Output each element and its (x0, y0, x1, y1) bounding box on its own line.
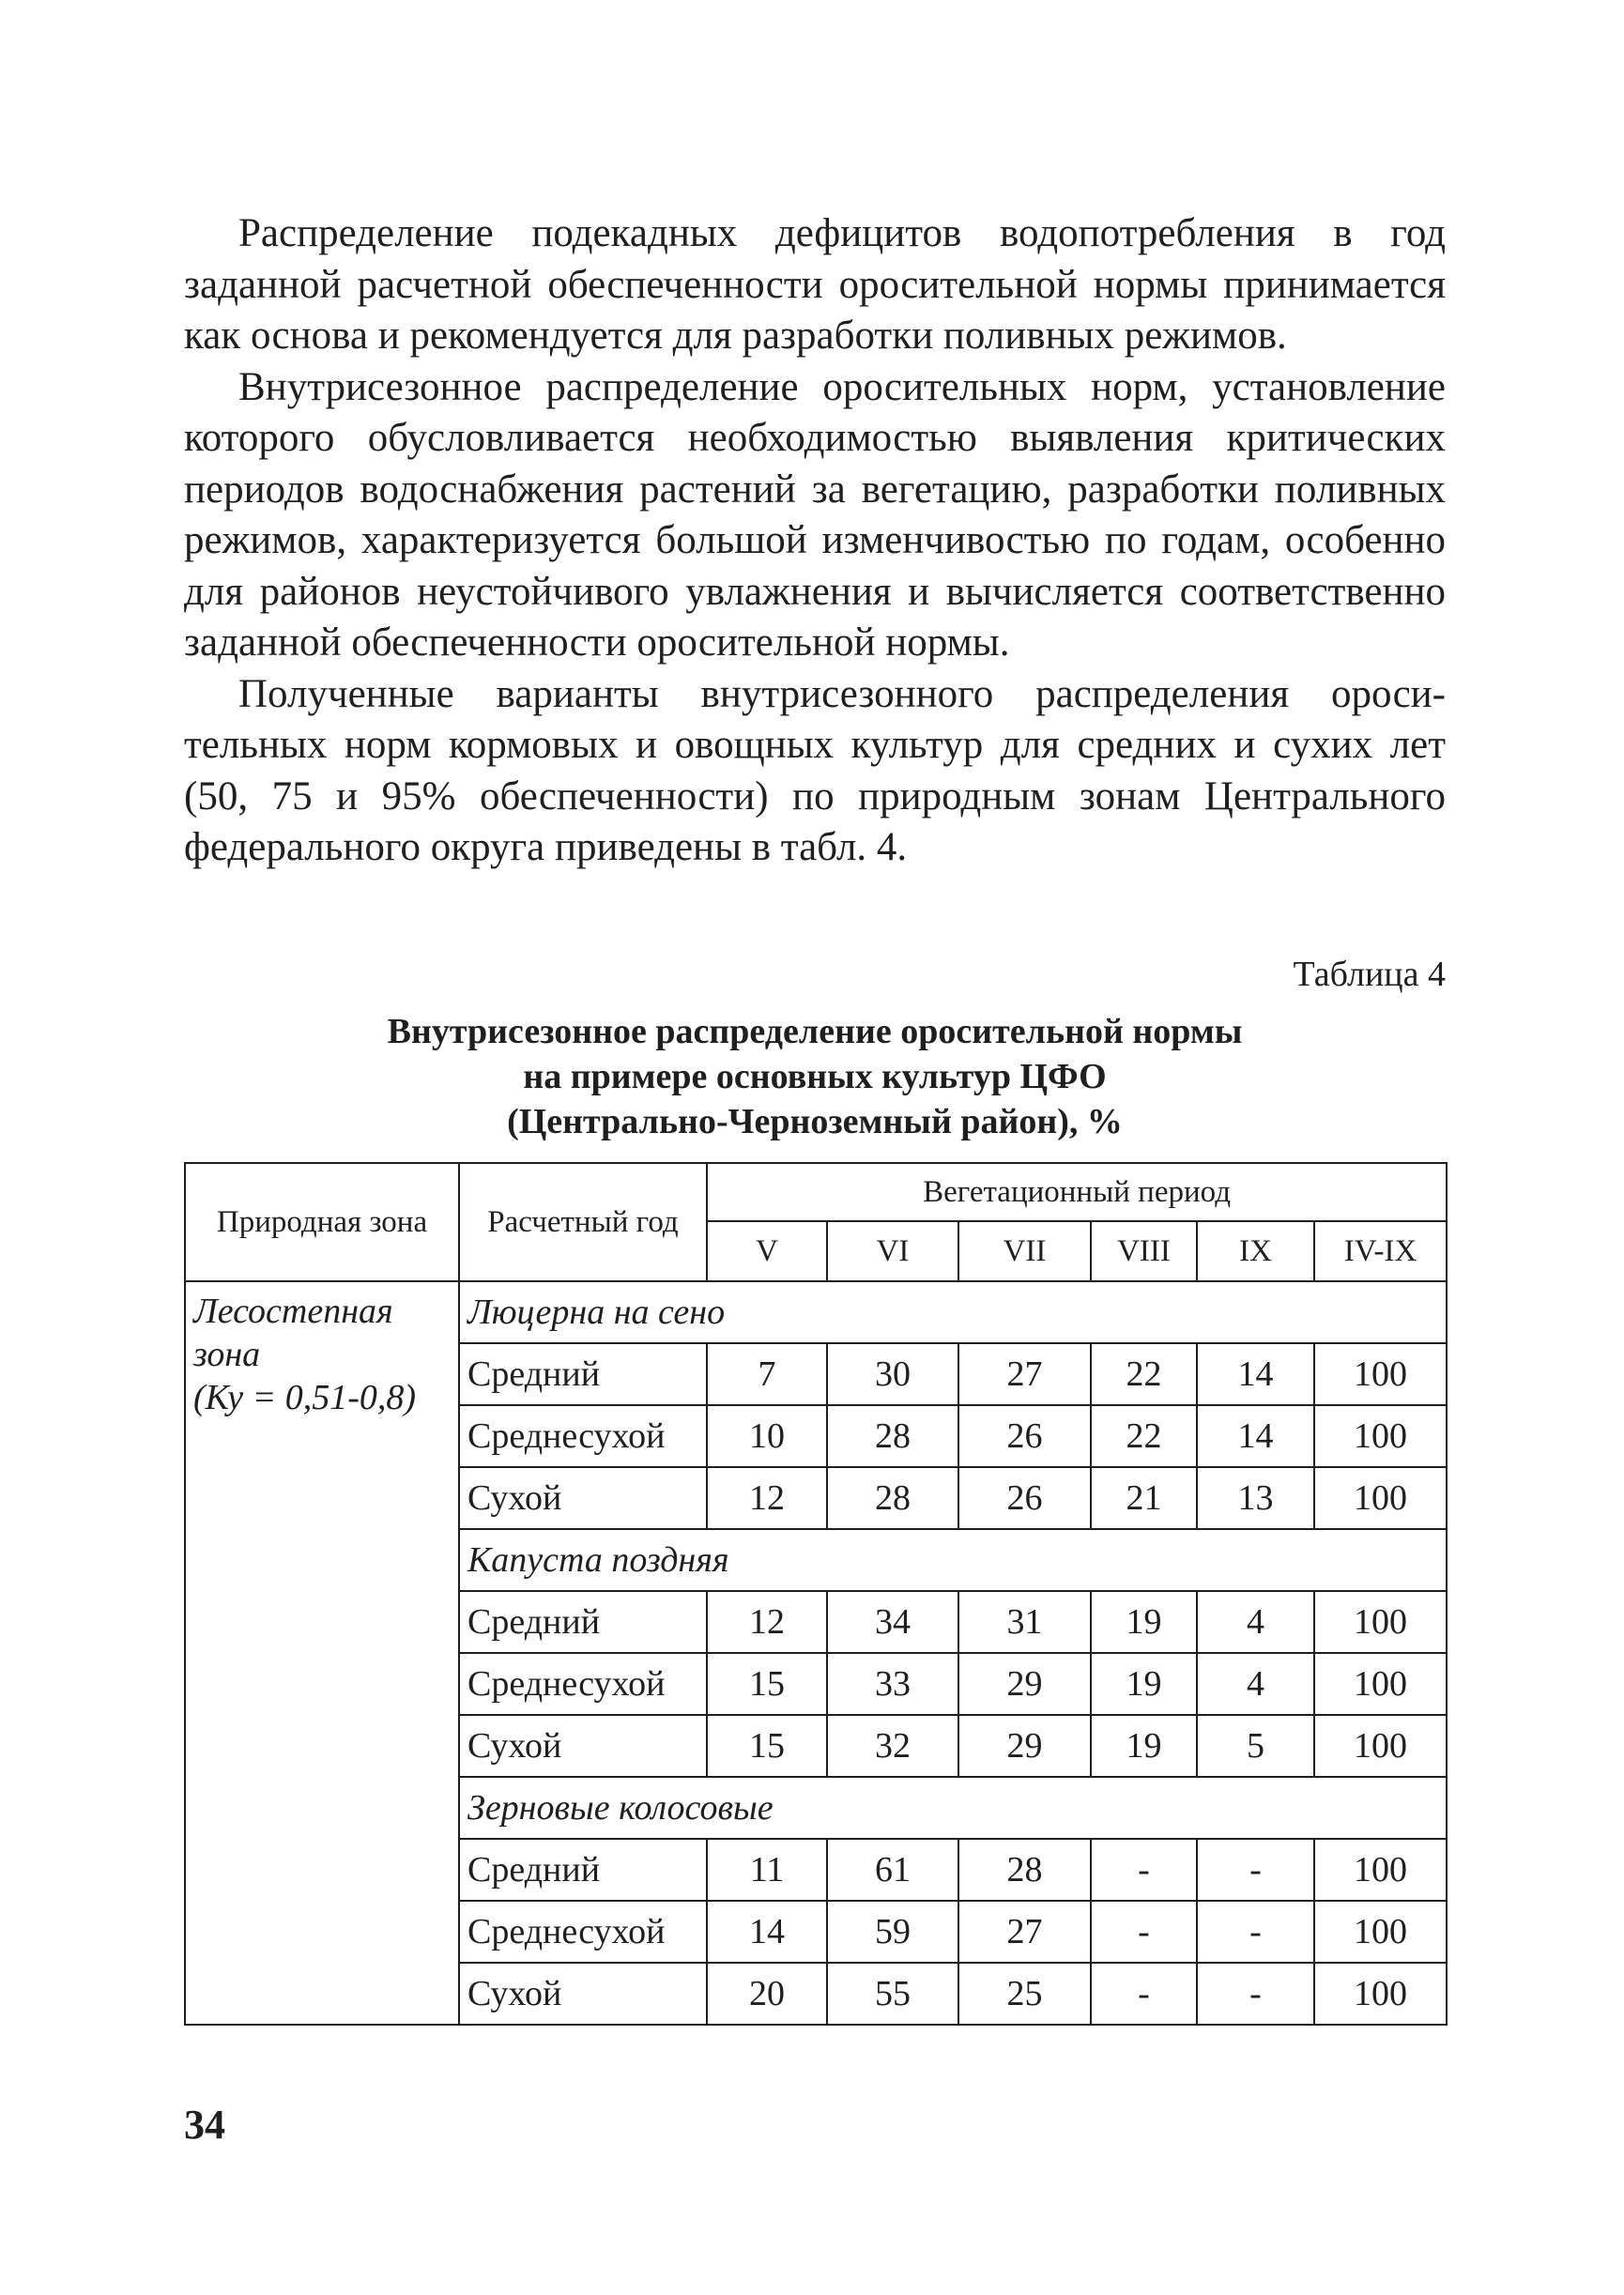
value-cell: 100 (1314, 1405, 1447, 1467)
value-cell: 19 (1091, 1653, 1197, 1715)
value-cell: 12 (707, 1591, 827, 1653)
body-text (184, 208, 1446, 874)
value-cell: 28 (827, 1405, 958, 1467)
value-cell: 22 (1091, 1343, 1197, 1405)
crop-row (185, 1281, 1447, 1343)
value-cell: 26 (958, 1467, 1091, 1529)
value-cell: 100 (1314, 1343, 1447, 1405)
header-year: Расчетный год (459, 1163, 707, 1281)
value-cell: 34 (827, 1591, 958, 1653)
value-cell: - (1197, 1901, 1314, 1963)
value-cell: 100 (1314, 1715, 1447, 1777)
year-cell: Сухой (459, 1467, 707, 1529)
value-cell: 28 (827, 1467, 958, 1529)
table-title-line: на примере основных культур ЦФО (523, 1057, 1107, 1096)
crop-name: Капуста поздняя (459, 1529, 1447, 1591)
year-cell: Среднесухой (459, 1405, 707, 1467)
value-cell: 15 (707, 1715, 827, 1777)
header-row (185, 1163, 1447, 1221)
table-label: Таблица 4 (1293, 955, 1446, 994)
value-cell: 12 (707, 1467, 827, 1529)
value-cell: - (1091, 1839, 1197, 1901)
year-cell: Сухой (459, 1715, 707, 1777)
value-cell: 14 (1197, 1343, 1314, 1405)
year-cell: Средний (459, 1591, 707, 1653)
table-title-line: Внутрисезонное распределение оросительной нормы (387, 1012, 1243, 1051)
value-cell: 61 (827, 1839, 958, 1901)
value-cell: 27 (958, 1901, 1091, 1963)
value-cell: 100 (1314, 1963, 1447, 2025)
zone-name-line: Лесостепная (193, 1292, 393, 1331)
value-cell: 27 (958, 1343, 1091, 1405)
value-cell: - (1197, 1963, 1314, 2025)
value-cell: 100 (1314, 1901, 1447, 1963)
table-title-line: (Центрально-Черноземный район), % (507, 1102, 1123, 1141)
value-cell: 19 (1091, 1591, 1197, 1653)
value-cell: - (1091, 1963, 1197, 2025)
value-cell: 26 (958, 1405, 1091, 1467)
value-cell: 100 (1314, 1839, 1447, 1901)
value-cell: - (1091, 1901, 1197, 1963)
year-cell: Среднесухой (459, 1653, 707, 1715)
paragraph: Внутрисезонное распределение оросительных норм, установление которого обусловливается необходимостью выявления критических периодов водоснабжения растений за вегетацию, разработки поливных режимов, характеризуется большой изменчивостью по годам, особенно для районов неустойчивого увлажнения и вычисляется соответственно заданной обеспеченности оросительной нормы. (184, 364, 1446, 665)
value-cell: 30 (827, 1343, 958, 1405)
value-cell: 7 (707, 1343, 827, 1405)
zone-name-line: (Ку = 0,51-0,8) (193, 1378, 417, 1417)
value-cell: 29 (958, 1715, 1091, 1777)
value-cell: 33 (827, 1653, 958, 1715)
value-cell: 15 (707, 1653, 827, 1715)
value-cell: 4 (1197, 1591, 1314, 1653)
page-number: 34 (184, 2102, 225, 2148)
value-cell: 55 (827, 1963, 958, 2025)
header-zone: Природная зона (185, 1163, 459, 1281)
value-cell: 59 (827, 1901, 958, 1963)
value-cell: 20 (707, 1963, 827, 2025)
year-cell: Средний (459, 1343, 707, 1405)
value-cell: 4 (1197, 1653, 1314, 1715)
irrigation-table (184, 1162, 1448, 2026)
value-cell: 10 (707, 1405, 827, 1467)
year-cell: Сухой (459, 1963, 707, 2025)
paragraph: Полученные варианты внутрисезонного распределения оросительных норм кормовых и овощных культур для средних и сухих лет (50, 75 и 95% обеспеченности) по природным зонам Центрального федерального округа приведены в табл. 4. (184, 671, 1446, 869)
crop-name: Зерновые колосовые (459, 1777, 1447, 1839)
header-month: VIII (1091, 1221, 1197, 1281)
value-cell: 14 (1197, 1405, 1314, 1467)
value-cell: 25 (958, 1963, 1091, 2025)
value-cell: 100 (1314, 1653, 1447, 1715)
value-cell: 5 (1197, 1715, 1314, 1777)
crop-name: Люцерна на сено (459, 1281, 1447, 1343)
header-period: Вегетационный период (707, 1163, 1447, 1221)
header-month: VI (827, 1221, 958, 1281)
value-cell: 32 (827, 1715, 958, 1777)
value-cell: - (1197, 1839, 1314, 1901)
year-cell: Среднесухой (459, 1901, 707, 1963)
header-month: VII (958, 1221, 1091, 1281)
header-month: IX (1197, 1221, 1314, 1281)
zone-name-line: зона (193, 1335, 261, 1374)
value-cell: 13 (1197, 1467, 1314, 1529)
value-cell: 21 (1091, 1467, 1197, 1529)
value-cell: 14 (707, 1901, 827, 1963)
header-month: V (707, 1221, 827, 1281)
paragraph: Распределение подекадных дефицитов водопотребления в год заданной расчетной обеспеченности оросительной нормы принимается как основа и рекомендуется для разработки поливных режимов. (184, 211, 1446, 358)
table-title (184, 1009, 1446, 1144)
value-cell: 22 (1091, 1405, 1197, 1467)
value-cell: 31 (958, 1591, 1091, 1653)
value-cell: 28 (958, 1839, 1091, 1901)
value-cell: 29 (958, 1653, 1091, 1715)
value-cell: 100 (1314, 1467, 1447, 1529)
value-cell: 11 (707, 1839, 827, 1901)
value-cell: 100 (1314, 1591, 1447, 1653)
value-cell: 19 (1091, 1715, 1197, 1777)
zone-cell (185, 1281, 459, 2025)
year-cell: Средний (459, 1839, 707, 1901)
header-month: IV-IX (1314, 1221, 1447, 1281)
